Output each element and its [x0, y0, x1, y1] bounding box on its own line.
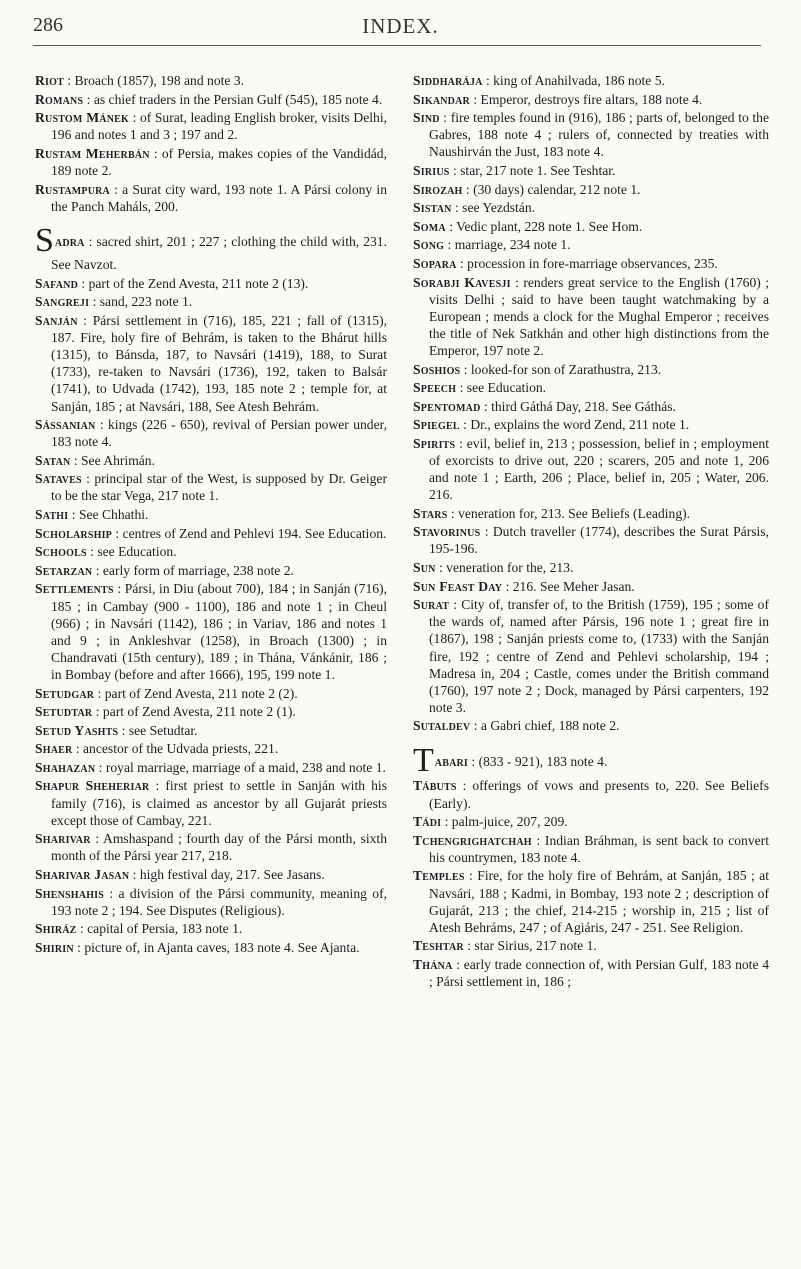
- index-term: Sirozah: [413, 181, 463, 197]
- index-entry-text: : veneration for, 213. See Beliefs (Leading).: [447, 505, 691, 521]
- index-entry-text: : of Surat, leading English broker, visits Delhi, 196 and notes 1 and 3 ; 197 and 2.: [51, 110, 388, 143]
- index-entry-text: : centres of Zend and Pehlevi 194. See Education.: [112, 525, 387, 541]
- index-entry-text: : ancestor of the Udvada priests, 221.: [72, 741, 279, 757]
- index-term: Shiráz: [35, 921, 77, 937]
- index-term: Sun: [413, 560, 436, 576]
- index-entry-text: : Amshaspand ; fourth day of the Pársi month, sixth month of the Pársi year 217, 218.: [51, 831, 387, 864]
- index-term: Shenshahis: [35, 885, 105, 901]
- index-entry-text: : renders great service to the English (1760) ; visits Delhi ; said to have been taught watchmaking by a European ; mends a clock for the Mughal Emperor ; receives the title of Nek Satkhán and other high distinctions from the Emperor, 197 note 2.: [429, 274, 770, 358]
- index-entry: [35, 543, 387, 560]
- index-entry: [413, 435, 769, 503]
- index-entry: [35, 66, 387, 89]
- index-term: abari: [434, 753, 469, 769]
- index-entry-text: : Emperor, destroys fire altars, 188 note 4.: [469, 91, 703, 107]
- index-entry: [413, 813, 769, 830]
- index-entry-text: : (833 - 921), 183 note 4.: [468, 753, 608, 769]
- index-term: Teshtar: [413, 938, 464, 954]
- index-term: Sangreji: [35, 294, 90, 310]
- index-entry: [413, 578, 769, 595]
- index-entry: [413, 832, 769, 866]
- index-entry: [413, 361, 769, 378]
- index-term: Sataves: [35, 471, 82, 487]
- section-initial-letter: S: [35, 222, 54, 260]
- index-entry: [35, 145, 387, 179]
- index-entry-text: : see Setudtar.: [118, 722, 198, 738]
- index-entry: [35, 181, 387, 215]
- index-entry: [413, 199, 769, 216]
- index-entry-text: : early form of marriage, 238 note 2.: [92, 562, 294, 578]
- index-entry: [35, 920, 387, 937]
- index-entry-text: : first priest to settle in Sanján with his family (716), is claimed as ancestor by all Gujarát priests except those of Cambay, 221.: [51, 778, 387, 828]
- index-entry-text: : Pársi settlement in (716), 185, 221 ; fall of (1315), 187. Fire, holy fire of Behrám, is taken to the Bhárut hills (1315), to Bánsda, 187, to Navsári (1419), 188, to Surat (1733), re-taken to Navsári (1736), 192, taken to Balsár (1741), to Udvada (1742), 193, 185 note 2 ; temple for, at Sanján, 185 ; at Navsári, 188, See Atesh Behrám.: [51, 313, 387, 414]
- index-term: Rustom Mánek: [35, 110, 130, 126]
- index-entry-text: : fire temples found in (916), 186 ; parts of, belonged to the Gabres, 188 note 4 ; rulers of, connected by treaties with Naushirván the Just, 183 note 4.: [429, 110, 769, 160]
- index-term: Stavorinus: [413, 524, 481, 540]
- index-term: Soshios: [413, 361, 461, 377]
- index-entry-text: : star, 217 note 1. See Teshtar.: [449, 162, 616, 178]
- index-term: Sikandar: [413, 91, 470, 107]
- index-term: Sirius: [413, 162, 450, 178]
- index-term: Spentomad: [413, 398, 481, 414]
- index-term: Spirits: [413, 435, 456, 451]
- index-entry: [413, 596, 769, 716]
- index-term: Sanján: [35, 313, 78, 329]
- index-entry-text: : royal marriage, marriage of a maid, 238 and note 1.: [95, 759, 386, 775]
- index-term: Setudtar: [35, 704, 93, 720]
- index-term: Shaer: [35, 741, 73, 757]
- index-entry-text: : part of Zend Avesta, 211 note 2 (2).: [94, 685, 298, 701]
- letter-section-gap: [35, 216, 387, 226]
- index-entry-text: : a division of the Pársi community, meaning of, 193 note 2 ; 194. See Disputes (Religious).: [51, 885, 387, 918]
- index-term: Sistan: [413, 200, 452, 216]
- index-entry-text: : star Sirius, 217 note 1.: [463, 938, 597, 954]
- index-entry: [35, 562, 387, 579]
- index-entry-text: : see Yezdstán.: [451, 200, 536, 216]
- index-entry-text: : 216. See Meher Jasan.: [502, 578, 635, 594]
- index-entry: [413, 66, 769, 89]
- index-entry: [35, 777, 387, 828]
- index-term: Tchengrighatchah: [413, 832, 532, 848]
- index-entry-text: : (30 days) calendar, 212 note 1.: [462, 181, 641, 197]
- index-entry: [35, 222, 387, 273]
- index-entry: [413, 91, 769, 108]
- index-entry-text: : Fire, for the holy fire of Behrám, at Sanján, 185 ; at Navsári, 188 ; Kadmi, in Bombay, 193 note 2 ; description of Gujarát, 213 ; the chief, 214-215 ; worship in, 215 ; list of Atesh Behráms, 247 ; of Agiáris, 247 - 251. See Religion.: [429, 868, 769, 935]
- index-entry-text: : palm-juice, 207, 209.: [441, 814, 568, 830]
- index-entry-text: : Pársi, in Diu (about 700), 184 ; in Sanján (716), 185 ; in Cambay (900 - 1100), 186 and note 1 ; in Cheul (966) ; in Navsári (1142), 186 ; in Variav, 186 and notes 1 and 9 ; in Ankleshvar (1258), in Broach (1300) ; in Chandravati (15th century), 189 ; in Thána, Vánkánir, 186 ; in Bombay (before and after 1666), 195, 199 note 1.: [51, 581, 387, 682]
- index-entry: [413, 181, 769, 198]
- index-term: Shirin: [35, 939, 74, 955]
- index-term: Song: [413, 237, 445, 253]
- index-term: Sharivar Jasan: [35, 866, 130, 882]
- index-entry: [413, 379, 769, 396]
- index-term: Soma: [413, 218, 446, 234]
- index-entry: [413, 162, 769, 179]
- index-entry-text: : sacred shirt, 201 ; 227 ; clothing the child with, 231. See Navzot.: [51, 234, 387, 273]
- index-entry-text: : kings (226 - 650), revival of Persian power under, 183 note 4.: [51, 417, 387, 450]
- index-entry: [413, 937, 769, 954]
- index-entry: [35, 312, 387, 415]
- index-term: Scholarship: [35, 525, 112, 541]
- index-entry: [413, 236, 769, 253]
- index-entry: [35, 506, 387, 523]
- index-entry: [35, 740, 387, 757]
- index-entry-text: : Dr., explains the word Zend, 211 note 1.: [459, 417, 690, 433]
- index-entry: [35, 452, 387, 469]
- index-entry: [413, 777, 769, 811]
- index-term: Sorabji Kavesji: [413, 274, 511, 290]
- index-entry: [35, 885, 387, 919]
- index-entry: [35, 722, 387, 739]
- index-term: Settlements: [35, 581, 114, 597]
- index-entry-text: : picture of, in Ajanta caves, 183 note 4. See Ajanta.: [73, 939, 360, 955]
- index-entry-text: : sand, 223 note 1.: [89, 294, 193, 310]
- index-entry: [413, 255, 769, 272]
- index-entry-text: : marriage, 234 note 1.: [444, 237, 571, 253]
- index-entry-text: : looked-for son of Zarathustra, 213.: [460, 361, 662, 377]
- index-term: Shapur Sheheriar: [35, 778, 150, 794]
- index-entry: [35, 866, 387, 883]
- index-term: Safand: [35, 275, 79, 291]
- index-entry-text: : Indian Bráhman, is sent back to convert his countrymen, 183 note 4.: [429, 832, 769, 865]
- index-term: Tádi: [413, 814, 442, 830]
- index-entry: [413, 398, 769, 415]
- index-entry: [413, 559, 769, 576]
- index-entry: [413, 523, 769, 557]
- index-entry: [35, 939, 387, 956]
- index-entry-text: : principal star of the West, is supposed by Dr. Geiger to be the star Vega, 217 note 1.: [51, 471, 387, 504]
- index-entry: [35, 685, 387, 702]
- index-term: Speech: [413, 380, 457, 396]
- index-entry: [413, 218, 769, 235]
- index-entry-text: : part of Zend Avesta, 211 note 2 (1).: [92, 704, 296, 720]
- index-entry: [413, 717, 769, 734]
- index-entry-text: : Broach (1857), 198 and note 3.: [63, 73, 245, 88]
- index-term: Setud Yashts: [35, 722, 119, 738]
- header-rule: [33, 45, 761, 46]
- index-entry-text: : a Gabri chief, 188 note 2.: [470, 718, 620, 734]
- index-term: Setudgar: [35, 685, 95, 701]
- index-entry-text: : high festival day, 217. See Jasans.: [129, 866, 325, 882]
- index-entry: [413, 274, 769, 359]
- index-entry-text: : City of, transfer of, to the British (1759), 195 ; some of the wards of, named after Pársis, 196 note 1 ; great fire in (1867), 198 ; Sanján priests come to, (1733) with the Sanján fire, 192 ; centre of Zend and Pehlevi scholarship, 194 ; Madresa in, 204 ; Castle, comes under the British command (1760), 197 note 2 ; Dock, managed by Pársi carpenters, 192 note 3.: [429, 597, 769, 715]
- index-entry: [35, 759, 387, 776]
- index-entry-text: : See Ahrimán.: [70, 452, 155, 468]
- index-term: Shahazan: [35, 759, 96, 775]
- index-term: Sássanian: [35, 417, 96, 433]
- index-entry: [35, 703, 387, 720]
- index-entry-text: : evil, belief in, 213 ; possession, belief in ; employment of exorcists to drive out, 220 ; scarers, 205 and note 1, 206 and note 1 ; Earth, 206 ; Place, belief in, 205 ; Water, 206. 216.: [429, 435, 769, 503]
- page-number: 286: [33, 14, 63, 36]
- letter-section-gap: [413, 736, 769, 746]
- index-term: Rustam Meherbán: [35, 145, 150, 161]
- index-entry: [413, 109, 769, 160]
- index-term: Romans: [35, 91, 84, 107]
- index-term: Thána: [413, 956, 453, 972]
- index-term: Surat: [413, 597, 450, 613]
- index-entry-text: : procession in fore-marriage observances, 235.: [456, 255, 718, 271]
- index-term: Riot: [35, 73, 64, 88]
- index-entry-text: : see Education.: [456, 380, 547, 396]
- index-entry: [35, 525, 387, 542]
- index-term: Stars: [413, 505, 448, 521]
- right-column: [413, 66, 769, 992]
- index-term: Sun Feast Day: [413, 578, 503, 594]
- index-entry-text: : third Gáthá Day, 218. See Gáthás.: [480, 398, 676, 414]
- index-term: Siddharája: [413, 73, 483, 88]
- index-entry-text: : king of Anahilvada, 186 note 5.: [482, 73, 665, 88]
- index-entry-text: : as chief traders in the Persian Gulf (545), 185 note 4.: [83, 91, 383, 107]
- index-entry: [413, 741, 769, 779]
- index-term: adra: [54, 234, 85, 250]
- index-entry: [413, 505, 769, 522]
- page-header: [0, 0, 801, 66]
- section-initial-letter: T: [413, 741, 434, 779]
- index-entry-text: : veneration for the, 213.: [435, 560, 574, 576]
- index-entry: [35, 416, 387, 450]
- index-entry-text: : of Persia, makes copies of the Vandidád, 189 note 2.: [51, 145, 387, 178]
- index-term: Temples: [413, 868, 465, 884]
- index-term: Sind: [413, 110, 440, 126]
- index-entry-text: : offerings of vows and presents to, 220. See Beliefs (Early).: [429, 778, 769, 811]
- index-entry-text: : part of the Zend Avesta, 211 note 2 (13).: [78, 275, 309, 291]
- index-term: Satan: [35, 452, 71, 468]
- index-term: Tábuts: [413, 778, 457, 794]
- index-entry: [35, 91, 387, 108]
- index-entry-text: : Dutch traveller (1774), describes the Surat Pársis, 195-196.: [429, 524, 769, 557]
- index-term: Schools: [35, 544, 87, 560]
- index-entry-text: : early trade connection of, with Persian Gulf, 183 note 4 ; Pársi settlement in, 186 ;: [429, 956, 769, 989]
- index-entry: [35, 470, 387, 504]
- index-entry: [35, 580, 387, 683]
- index-entry-text: : capital of Persia, 183 note 1.: [76, 921, 243, 937]
- index-entry-text: : a Surat city ward, 193 note 1. A Pársi colony in the Panch Maháls, 200.: [51, 181, 387, 214]
- index-entry: [413, 956, 769, 990]
- index-term: Spiegel: [413, 417, 460, 433]
- page-title: INDEX.: [362, 14, 439, 38]
- index-entry-text: : Vedic plant, 228 note 1. See Hom.: [445, 218, 643, 234]
- index-entry-text: : see Education.: [86, 544, 177, 560]
- index-term: Sharivar: [35, 831, 91, 847]
- index-term: Setarzan: [35, 562, 93, 578]
- index-entry: [413, 416, 769, 433]
- index-entry-text: : See Chhathi.: [68, 507, 149, 523]
- index-entry: [413, 867, 769, 935]
- index-term: Rustampura: [35, 181, 110, 197]
- index-entry: [35, 275, 387, 292]
- index-entry: [35, 293, 387, 310]
- index-entry: [35, 830, 387, 864]
- index-term: Sutaldev: [413, 718, 471, 734]
- left-column: [35, 66, 387, 957]
- index-term: Sathi: [35, 507, 69, 523]
- index-entry: [35, 109, 387, 143]
- index-term: Sopara: [413, 255, 457, 271]
